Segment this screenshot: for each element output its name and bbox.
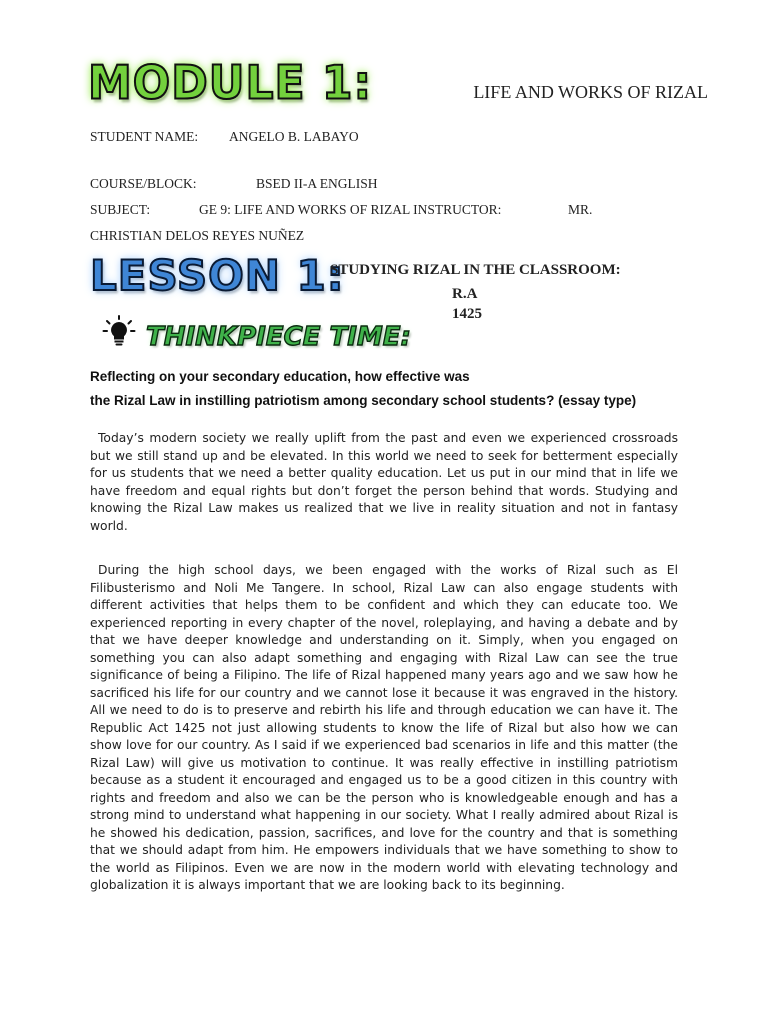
subject-value: GE 9: LIFE AND WORKS OF RIZAL INSTRUCTOR: <box>199 202 502 217</box>
student-name-label: STUDENT NAME: <box>90 129 199 144</box>
essay-paragraph-1: Today’s modern society we really uplift from the past and even we experienced crossroads but we still stand up and be elevated. In this world we need to seek for betterment especially for us students that we need a better quality education. Let us put in our mind that in life we have freedom and equal rights but don’t forget the person behind that words. Studying and knowing the Rizal Law makes us realized that we live in reality situation and not in fantasy world. <box>90 431 678 533</box>
course-value: BSED II-A ENGLISH <box>256 176 378 191</box>
document-title: LIFE AND WORKS OF RIZAL <box>473 82 708 102</box>
lesson-title: STUDYING RIZAL IN THE CLASSROOM: <box>330 262 621 278</box>
module-heading: MODULE 1: <box>88 56 373 111</box>
course-label: COURSE/BLOCK: <box>90 176 197 191</box>
thinkpiece-heading: THINKPIECE TIME: <box>146 322 411 352</box>
student-name-value: ANGELO B. LABAYO <box>229 129 359 144</box>
subject-label: SUBJECT: <box>90 202 151 217</box>
ra-line2: 1425 <box>452 306 482 322</box>
lightbulb-icon <box>102 314 136 348</box>
question-line1: Reflecting on your secondary education, how effective was <box>90 369 470 384</box>
lesson-heading: LESSON 1: <box>90 251 345 300</box>
ra-line1: R.A <box>452 286 478 302</box>
republic-act-number <box>452 284 482 324</box>
essay-paragraph-2: During the high school days, we been engaged with the works of Rizal such as El Filibusterismo and Noli Me Tangere. In school, Rizal Law can also engage students with different activities that helps them to be confident and which they can educate too. We experienced reporting in every chapter of the novel, roleplaying, and having a debate and by that we have deeper knowledge and understanding on it. Simply, when you engaged on something you can also adapt something and engaging with Rizal Law can see the true significance of being a Filipino. The life of Rizal happened many years ago and we saw how he sacrificed his life for our country and we cannot lose it because it was engraved in the history. All we need to do is to preserve and rebirth his life and through education we can have it. The Republic Act 1425 not just allowing students to know the life of Rizal but also how we can show love for our country. As I said if we experienced bad scenarios in life and this matter (the Rizal Law) will give us motivation to continue. It was really effective in instilling patriotism because as a student it encouraged and engaged us to be a good citizen in this country with rights and freedom and also we can be the person who is knowledgeable enough and has a strong mind to understand what happening in our society. What I really admired about Rizal is he showed his dedication, passion, sacrifices, and love for the country and that is something that we should adapt from him. He empowers individuals that we have something to show to the world as Filipinos. Even we are now in the modern world with elevating technology and globalization it is always important that we are looking back to its beginning. <box>90 563 678 892</box>
instructor-prefix: MR. <box>568 202 593 217</box>
question-line2: the Rizal Law in instilling patriotism among secondary school students? (essay type) <box>90 393 637 408</box>
instructor-name: CHRISTIAN DELOS REYES NUÑEZ <box>90 228 305 243</box>
